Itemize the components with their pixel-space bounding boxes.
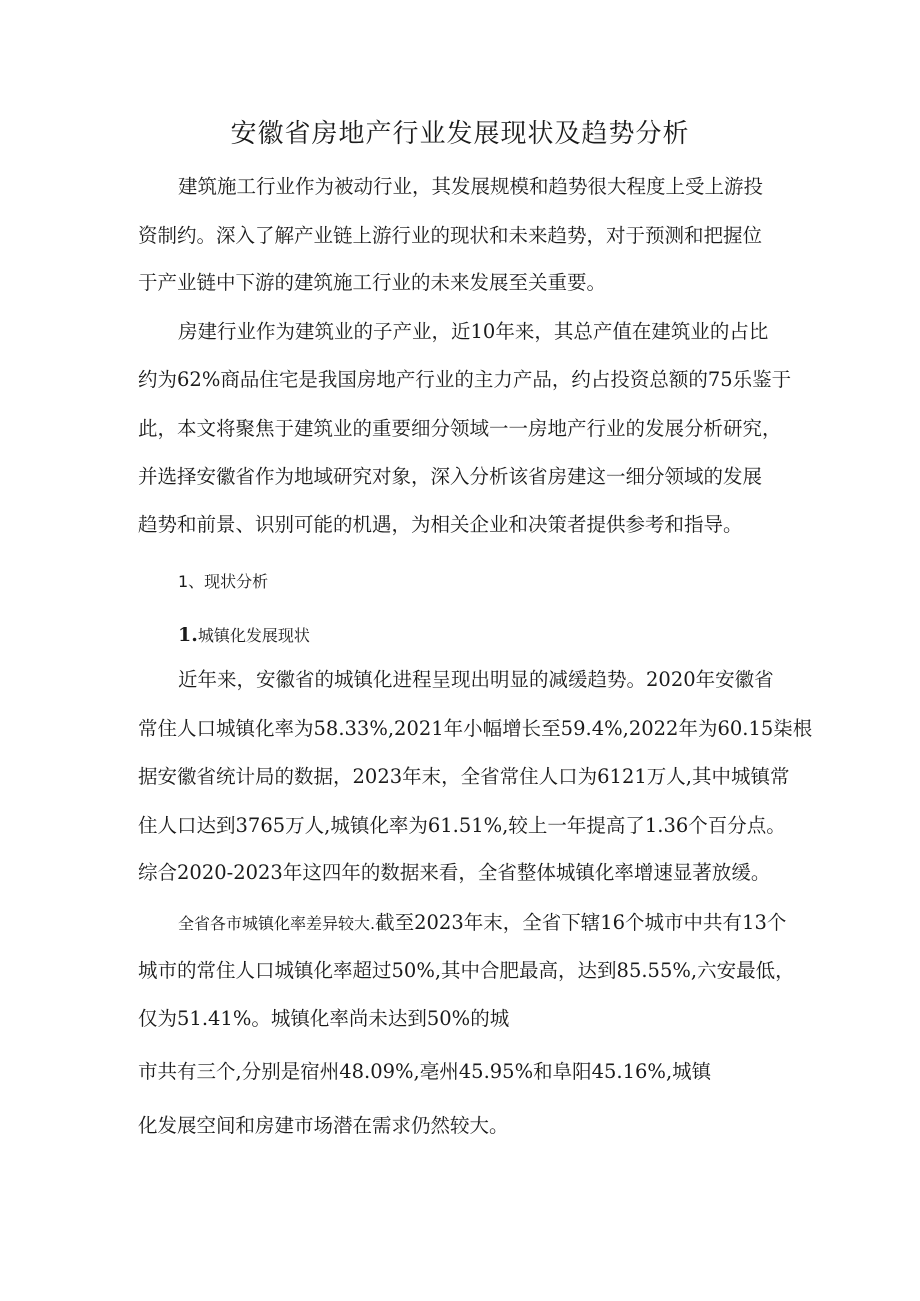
paragraph-line: 市共有三个,分别是宿州48.09%,亳州45.95%和阜阳45.16%,城镇 — [138, 1060, 712, 1083]
paragraph-line: 住人口达到3765万人,城镇化率为61.51%,较上一年提高了1.36个百分点。 — [138, 814, 786, 837]
paragraph-line: 趋势和前景、识别可能的机遇，为相关企业和决策者提供参考和指导。 — [138, 513, 743, 536]
paragraph-line — [178, 905, 786, 942]
paragraph-line: 近年来，安徽省的城镇化进程呈现出明显的减缓趋势。2020年安徽省 — [178, 668, 774, 691]
paragraph-line: 并选择安徽省作为地域研究对象，深入分析该省房建这一细分领域的发展 — [138, 465, 763, 488]
paragraph-line: 约为62%商品住宅是我国房地产行业的主力产品，约占投资总额的75乐鉴于 — [138, 368, 792, 391]
paragraph-line: 据安徽省统计局的数据，2023年末，全省常住人口为6121万人,其中城镇常 — [138, 765, 790, 788]
paragraph-line: 综合2020-2023年这四年的数据来看，全省整体城镇化率增速显著放缓。 — [138, 861, 771, 884]
subsection-title: 城镇化发展现状 — [197, 626, 310, 645]
subsection-heading — [178, 620, 310, 651]
paragraph-line: 常住人口城镇化率为58.33%,2021年小幅增长至59.4%,2022年为60.15柒根 — [138, 717, 813, 740]
paragraph-lead-emphasis: 全省各市城镇化率差异较大. — [178, 914, 376, 933]
paragraph-line: 房建行业作为建筑业的子产业，近10年来，其总产值在建筑业的占比 — [178, 320, 769, 343]
paragraph-line: 资制约。深入了解产业链上游行业的现状和未来趋势，对于预测和把握位 — [138, 224, 763, 247]
paragraph-line: 于产业链中下游的建筑施工行业的未来发展至关重要。 — [138, 271, 607, 294]
paragraph-line: 建筑施工行业作为被动行业，其发展规模和趋势很大程度上受上游投 — [178, 175, 764, 198]
paragraph-line: 仅为51.41%。城镇化率尚未达到50%的城 — [138, 1007, 510, 1030]
subsection-number: 1. — [178, 624, 198, 646]
paragraph-line-rest: 截至2023年末，全省下辖16个城市中共有13个 — [375, 911, 787, 934]
paragraph-line: 此，本文将聚焦于建筑业的重要细分领域一一房地产行业的发展分析研究， — [138, 417, 782, 440]
paragraph-line: 城市的常住人口城镇化率超过50%,其中合肥最高，达到85.55%,六安最低， — [138, 959, 795, 982]
paragraph-line: 化发展空间和房建市场潜在需求仍然较大。 — [138, 1114, 509, 1137]
document-title: 安徽省房地产行业发展现状及趋势分析 — [230, 119, 690, 149]
section-heading: 1、现状分析 — [178, 572, 269, 591]
